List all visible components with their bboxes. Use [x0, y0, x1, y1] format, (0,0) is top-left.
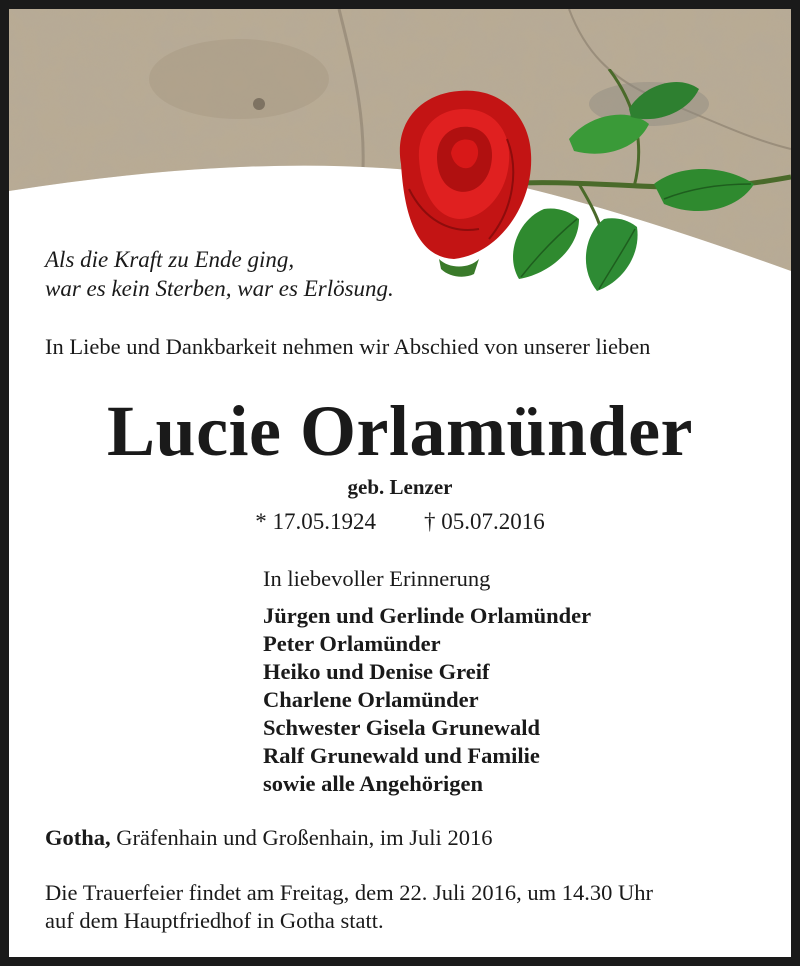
motto [45, 245, 394, 303]
deceased-name: Lucie Orlamünder [107, 391, 693, 471]
mourner-item: Heiko und Denise Greif [263, 659, 490, 684]
mourners-list [263, 602, 591, 798]
funeral-line-2: auf dem Hauptfriedhof in Gotha statt. [45, 908, 384, 933]
place-rest: Gräfenhain und Großenhain, im Juli 2016 [116, 825, 493, 850]
motto-line-2: war es kein Sterben, war es Erlösung. [45, 276, 394, 301]
place-and-date [45, 825, 492, 851]
mourner-item: Peter Orlamünder [263, 631, 441, 656]
funeral-line-1: Die Trauerfeier findet am Freitag, dem 22. Juli 2016, um 14.30 Uhr [45, 880, 654, 905]
mourner-item: sowie alle Angehörigen [263, 771, 483, 796]
mourner-item: Jürgen und Gerlinde Orlamünder [263, 603, 592, 628]
intro-text: In Liebe und Dankbarkeit nehmen wir Abschied von unserer lieben [45, 334, 651, 359]
mourner-item: Ralf Grunewald und Familie [263, 743, 540, 768]
memory-intro: In liebevoller Erinnerung [263, 566, 491, 591]
birth-date: * 17.05.1924 [255, 509, 376, 534]
death-date: † 05.07.2016 [424, 509, 545, 534]
funeral-info [45, 879, 653, 935]
maiden-name: geb. Lenzer [347, 475, 453, 499]
mourner-item: Schwester Gisela Grunewald [263, 715, 541, 740]
motto-line-1: Als die Kraft zu Ende ging, [45, 247, 295, 272]
mourner-item: Charlene Orlamünder [263, 687, 479, 712]
place-city: Gotha, [45, 825, 111, 850]
rose-icon [379, 69, 791, 299]
life-dates [9, 509, 791, 535]
